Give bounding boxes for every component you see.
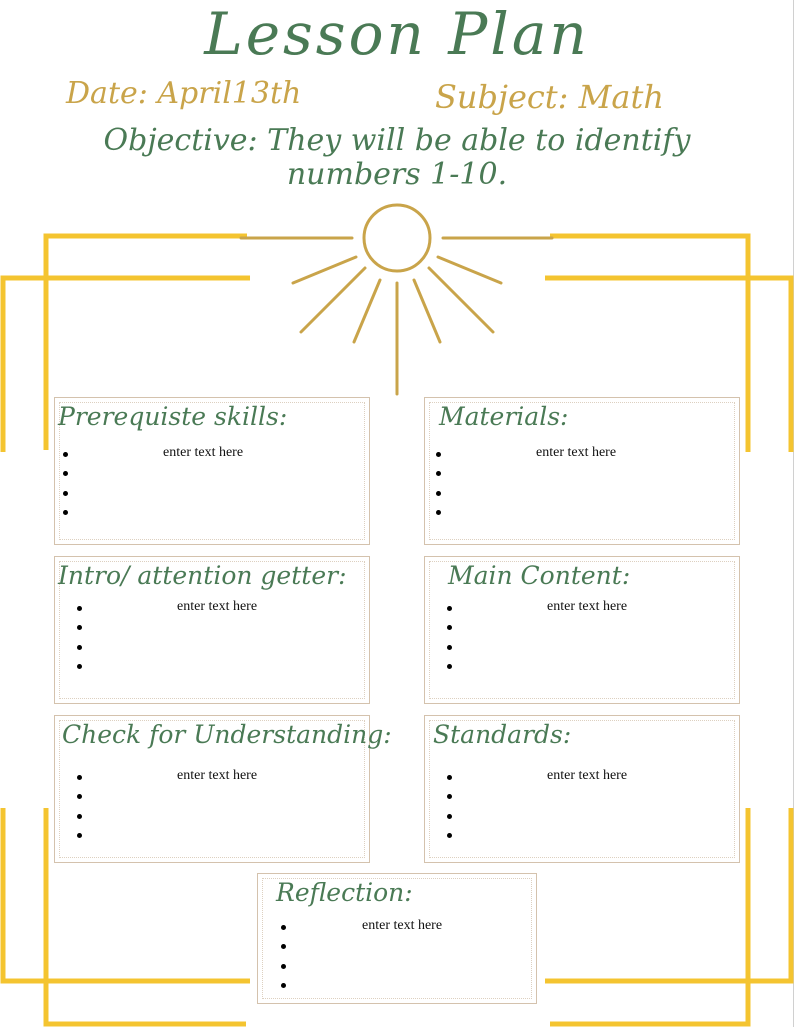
- list-item[interactable]: [77, 618, 357, 637]
- date-line: Date: April13th: [66, 76, 302, 111]
- list-item[interactable]: [436, 464, 726, 483]
- reflection-box[interactable]: [257, 873, 537, 1004]
- reflection-heading: Reflection:: [276, 878, 413, 907]
- list-item[interactable]: [77, 787, 357, 806]
- main-content-box[interactable]: [424, 556, 740, 704]
- list-item[interactable]: [436, 445, 726, 464]
- prerequisite-placeholder[interactable]: enter text here: [163, 445, 244, 460]
- standards-box[interactable]: [424, 715, 740, 863]
- intro-bullet-list[interactable]: [77, 599, 357, 676]
- list-item[interactable]: [63, 445, 353, 464]
- list-item[interactable]: [63, 503, 353, 522]
- list-item[interactable]: [63, 484, 353, 503]
- list-item[interactable]: [281, 957, 521, 976]
- list-item[interactable]: [281, 918, 521, 937]
- check-understanding-heading: Check for Understanding:: [62, 720, 392, 749]
- check-understanding-bullet-list[interactable]: [77, 768, 357, 845]
- prerequisite-skills-box[interactable]: [54, 397, 370, 545]
- standards-heading: Standards:: [433, 720, 572, 749]
- intro-heading: Intro/ attention getter:: [58, 561, 347, 590]
- list-item[interactable]: [447, 807, 727, 826]
- prerequisite-heading: Prerequiste skills:: [58, 402, 288, 431]
- list-item[interactable]: [447, 638, 727, 657]
- reflection-placeholder[interactable]: enter text here: [362, 918, 443, 933]
- list-item[interactable]: [436, 484, 726, 503]
- materials-heading: Materials:: [439, 402, 569, 431]
- list-item[interactable]: [281, 937, 521, 956]
- standards-placeholder[interactable]: enter text here: [547, 768, 628, 783]
- list-item[interactable]: [447, 618, 727, 637]
- prerequisite-bullet-list[interactable]: [63, 445, 353, 522]
- main-content-placeholder[interactable]: enter text here: [547, 599, 628, 614]
- list-item[interactable]: [281, 976, 521, 995]
- main-content-heading: Main Content:: [448, 561, 631, 590]
- standards-bullet-list[interactable]: [447, 768, 727, 845]
- reflection-bullet-list[interactable]: [281, 918, 521, 995]
- check-understanding-placeholder[interactable]: enter text here: [177, 768, 258, 783]
- main-content-bullet-list[interactable]: [447, 599, 727, 676]
- list-item[interactable]: [436, 503, 726, 522]
- check-understanding-box[interactable]: [54, 715, 392, 863]
- list-item[interactable]: [447, 787, 727, 806]
- list-item[interactable]: [63, 464, 353, 483]
- list-item[interactable]: [447, 657, 727, 676]
- list-item[interactable]: [77, 657, 357, 676]
- materials-box[interactable]: [424, 397, 740, 545]
- list-item[interactable]: [447, 768, 727, 787]
- sun-icon: [241, 205, 552, 394]
- intro-box[interactable]: [54, 556, 370, 704]
- list-item[interactable]: [77, 768, 357, 787]
- materials-placeholder[interactable]: enter text here: [536, 445, 617, 460]
- intro-placeholder[interactable]: enter text here: [177, 599, 258, 614]
- list-item[interactable]: [77, 638, 357, 657]
- list-item[interactable]: [77, 826, 357, 845]
- list-item[interactable]: [77, 599, 357, 618]
- page-title: Lesson Plan: [204, 0, 590, 68]
- list-item[interactable]: [77, 807, 357, 826]
- materials-bullet-list[interactable]: [436, 445, 726, 522]
- subject-line: Subject: Math: [435, 78, 664, 116]
- objective-text: Objective: They will be able to identify numbers 1-10.: [103, 123, 691, 192]
- list-item[interactable]: [447, 599, 727, 618]
- list-item[interactable]: [447, 826, 727, 845]
